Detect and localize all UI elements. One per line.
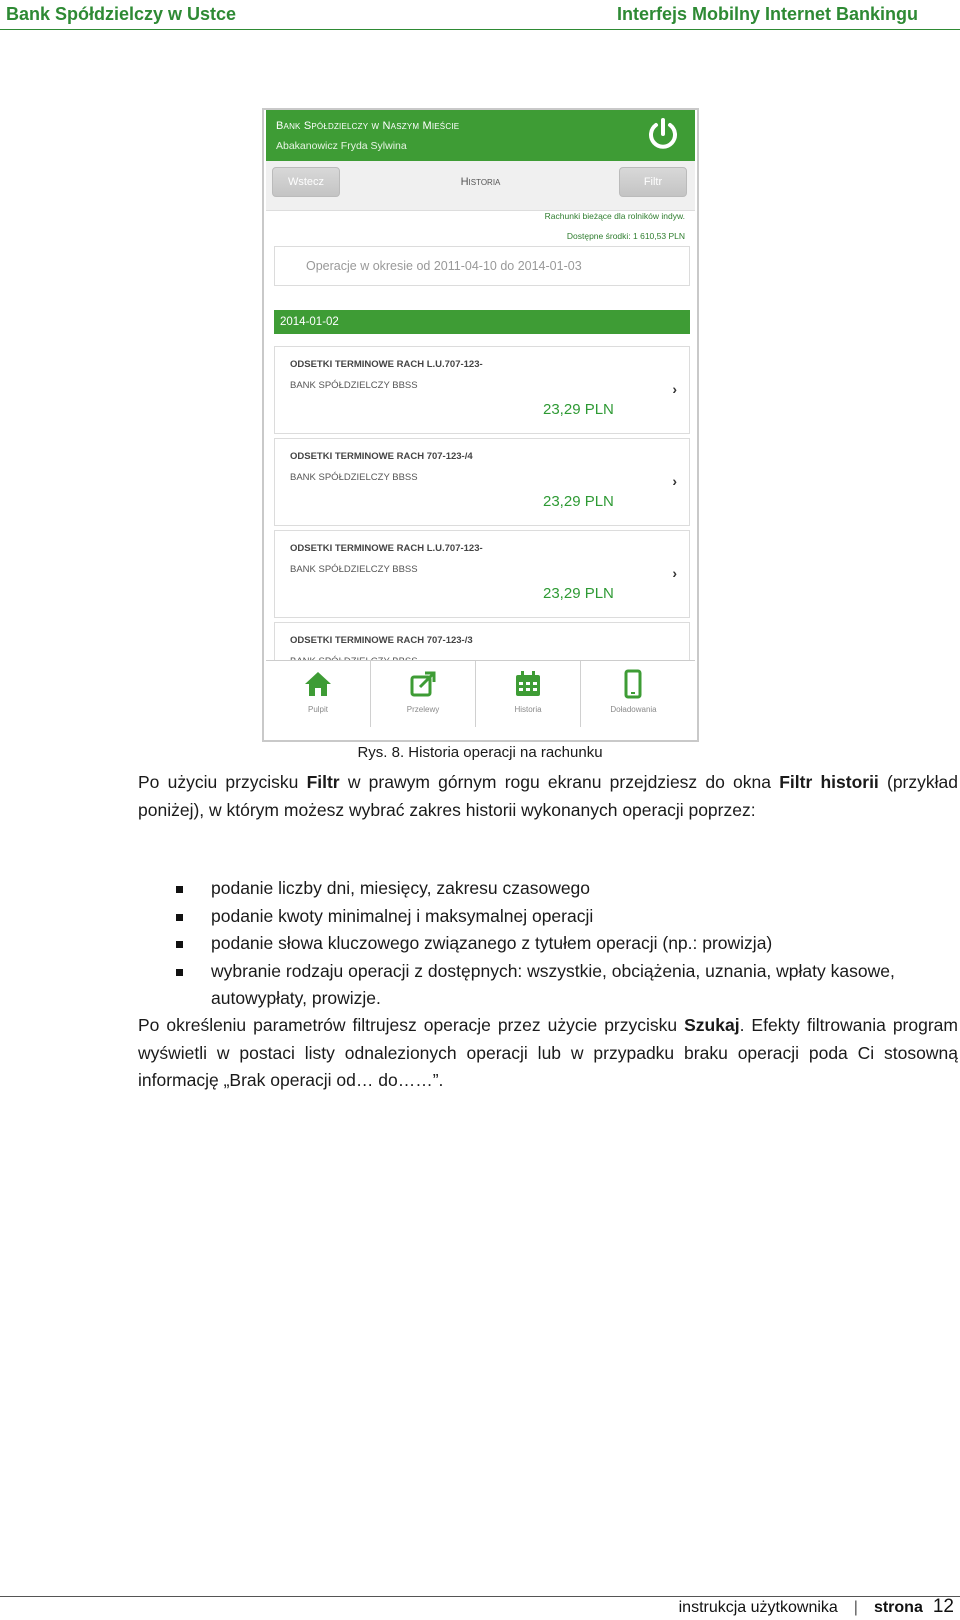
date-group-header: 2014-01-02 (274, 310, 690, 334)
chevron-right-icon: › (672, 565, 677, 581)
app-user-name: Abakanowicz Fryda Sylwina (276, 140, 407, 152)
filter-button[interactable]: Filtr (619, 167, 687, 197)
footer-label: instrukcja użytkownika (678, 1599, 838, 1616)
operation-amount: 23,29 PLN (543, 401, 614, 418)
operation-title: ODSETKI TERMINOWE RACH 707-123-/3 (290, 635, 473, 646)
app-header (266, 110, 695, 161)
tab-doladowania[interactable] (581, 661, 686, 727)
tab-label: Historia (514, 705, 542, 714)
list-item: podanie kwoty minimalnej i maksymalnej operacji (138, 903, 958, 931)
operation-title: ODSETKI TERMINOWE RACH L.U.707-123- (290, 543, 483, 554)
bold-term: Filtr historii (779, 772, 879, 792)
operation-amount: 23,29 PLN (543, 493, 614, 510)
paragraph-result (138, 1012, 958, 1095)
power-icon[interactable] (645, 116, 681, 152)
operation-title: ODSETKI TERMINOWE RACH L.U.707-123- (290, 359, 483, 370)
chevron-right-icon: › (672, 473, 677, 489)
bullet-list (138, 875, 958, 1013)
app-bank-name: Bank Spółdzielczy w Naszym Mieście (276, 120, 460, 132)
available-funds: Dostępne środki: 1 610,53 PLN (566, 231, 685, 241)
tab-historia[interactable] (476, 661, 581, 727)
bottom-tab-bar (266, 660, 695, 726)
list-item: podanie słowa kluczowego związanego z tytułem operacji (np.: prowizja) (138, 930, 958, 958)
home-icon (303, 669, 333, 699)
text: (przykład poniżej), w którym możesz wybrać zakres historii wykonanych operacji poprzez: (138, 772, 958, 820)
calendar-icon (513, 669, 543, 699)
operation-amount: 23,29 PLN (543, 585, 614, 602)
operation-bank: BANK SPÓŁDZIELCZY BBSS (290, 380, 418, 391)
list-item: podanie liczby dni, miesięcy, zakresu czasowego (138, 875, 958, 903)
figure-caption: Rys. 8. Historia operacji na rachunku (357, 744, 603, 761)
date-range-box: Operacje w okresie od 2011-04-10 do 2014-01-03 (274, 246, 690, 286)
header-bank-name: Bank Spółdzielczy w Ustce (6, 4, 237, 24)
footer-page-word: strona (873, 1599, 923, 1616)
bold-term: Filtr (306, 772, 340, 792)
operation-item[interactable] (274, 530, 690, 618)
operation-bank: BANK SPÓŁDZIELCZY BBSS (290, 564, 418, 575)
account-name: Rachunki bieżące dla rolników indyw. (544, 211, 685, 221)
text: . Efekty filtrowania program wyświetli w postaci listy odnalezionych operacji lub w przypadku braku operacji poda Ci stosowną informację „Brak operacji od… do……”. (138, 1015, 958, 1090)
tab-label: Doładowania (610, 705, 657, 714)
phone-icon (618, 669, 648, 699)
screen-title: Historia (460, 176, 501, 188)
operation-title: ODSETKI TERMINOWE RACH 707-123-/4 (290, 451, 473, 462)
operation-item[interactable] (274, 438, 690, 526)
text: Po określeniu parametrów filtrujesz operacje przez użycie przycisku (138, 1015, 685, 1035)
mobile-screenshot (262, 108, 699, 742)
app-nav-bar (266, 161, 695, 211)
transfer-icon (408, 669, 438, 699)
operation-bank: BANK SPÓŁDZIELCZY BBSS (290, 472, 418, 483)
header-doc-title: Interfejs Mobilny Internet Bankingu (616, 4, 918, 24)
paragraph-intro (138, 769, 958, 824)
operation-item[interactable] (274, 346, 690, 434)
chevron-right-icon: › (672, 381, 677, 397)
back-button[interactable]: Wstecz (272, 167, 340, 197)
text: Po użyciu przycisku (138, 772, 307, 792)
list-item: wybranie rodzaju operacji z dostępnych: wszystkie, obciążenia, uznania, wpłaty kasowe, autowypłaty, prowizje. (138, 958, 958, 1013)
page-footer: instrukcja użytkownika | strona 12 (678, 1596, 954, 1617)
tab-przelewy[interactable] (371, 661, 476, 727)
tab-label: Przelewy (406, 705, 440, 714)
bold-term: Szukaj (684, 1015, 740, 1035)
page-header (0, 0, 960, 30)
page-number: 12 (932, 1596, 954, 1617)
tab-pulpit[interactable] (266, 661, 371, 727)
tab-label: Pulpit (307, 705, 328, 714)
text: w prawym górnym rogu ekranu przejdziesz do okna (339, 772, 780, 792)
